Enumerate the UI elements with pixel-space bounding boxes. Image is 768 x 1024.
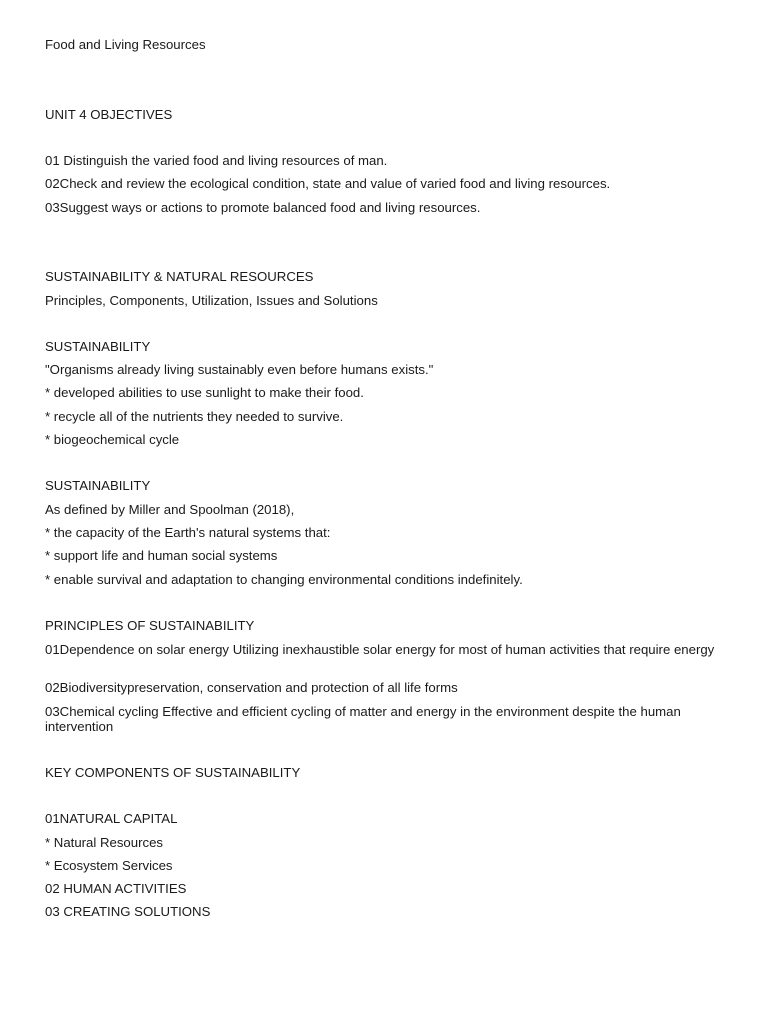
document-title: Food and Living Resources — [45, 37, 206, 52]
bullet-line: * the capacity of the Earth's natural systems that: — [45, 525, 331, 540]
bullet-line: * recycle all of the nutrients they needed to survive. — [45, 409, 344, 424]
body-line: As defined by Miller and Spoolman (2018), — [45, 502, 295, 517]
objective-item: 01 Distinguish the varied food and living resources of man. — [45, 153, 388, 168]
component-line: 01NATURAL CAPITAL — [45, 811, 178, 826]
bullet-line: * developed abilities to use sunlight to make their food. — [45, 385, 364, 400]
unit-heading: UNIT 4 OBJECTIVES — [45, 107, 173, 122]
principle-item: 03Chemical cycling Effective and efficient cycling of matter and energy in the environment despite the human intervention — [45, 704, 681, 734]
bullet-line: * support life and human social systems — [45, 548, 278, 563]
component-line: 02 HUMAN ACTIVITIES — [45, 881, 187, 896]
bullet-line: * enable survival and adaptation to changing environmental conditions indefinitely. — [45, 572, 523, 587]
bullet-line: * Natural Resources — [45, 835, 164, 850]
principle-item: 02Biodiversitypreservation, conservation and protection of all life forms — [45, 680, 458, 695]
body-line: "Organisms already living sustainably even before humans exists." — [45, 362, 434, 377]
objective-item: 02Check and review the ecological condition, state and value of varied food and living resources. — [45, 176, 611, 191]
section-heading: SUSTAINABILITY — [45, 478, 151, 493]
section-heading: PRINCIPLES OF SUSTAINABILITY — [45, 618, 255, 633]
bullet-line: * biogeochemical cycle — [45, 432, 180, 447]
principle-item: 01Dependence on solar energy Utilizing inexhaustible solar energy for most of human activities that require energy — [45, 642, 715, 657]
component-line: 03 CREATING SOLUTIONS — [45, 904, 211, 919]
bullet-line: * Ecosystem Services — [45, 858, 173, 873]
section-subheading: Principles, Components, Utilization, Issues and Solutions — [45, 293, 378, 308]
section-heading: KEY COMPONENTS OF SUSTAINABILITY — [45, 765, 301, 780]
objective-item: 03Suggest ways or actions to promote balanced food and living resources. — [45, 200, 481, 215]
section-heading: SUSTAINABILITY & NATURAL RESOURCES — [45, 269, 314, 284]
section-heading: SUSTAINABILITY — [45, 339, 151, 354]
